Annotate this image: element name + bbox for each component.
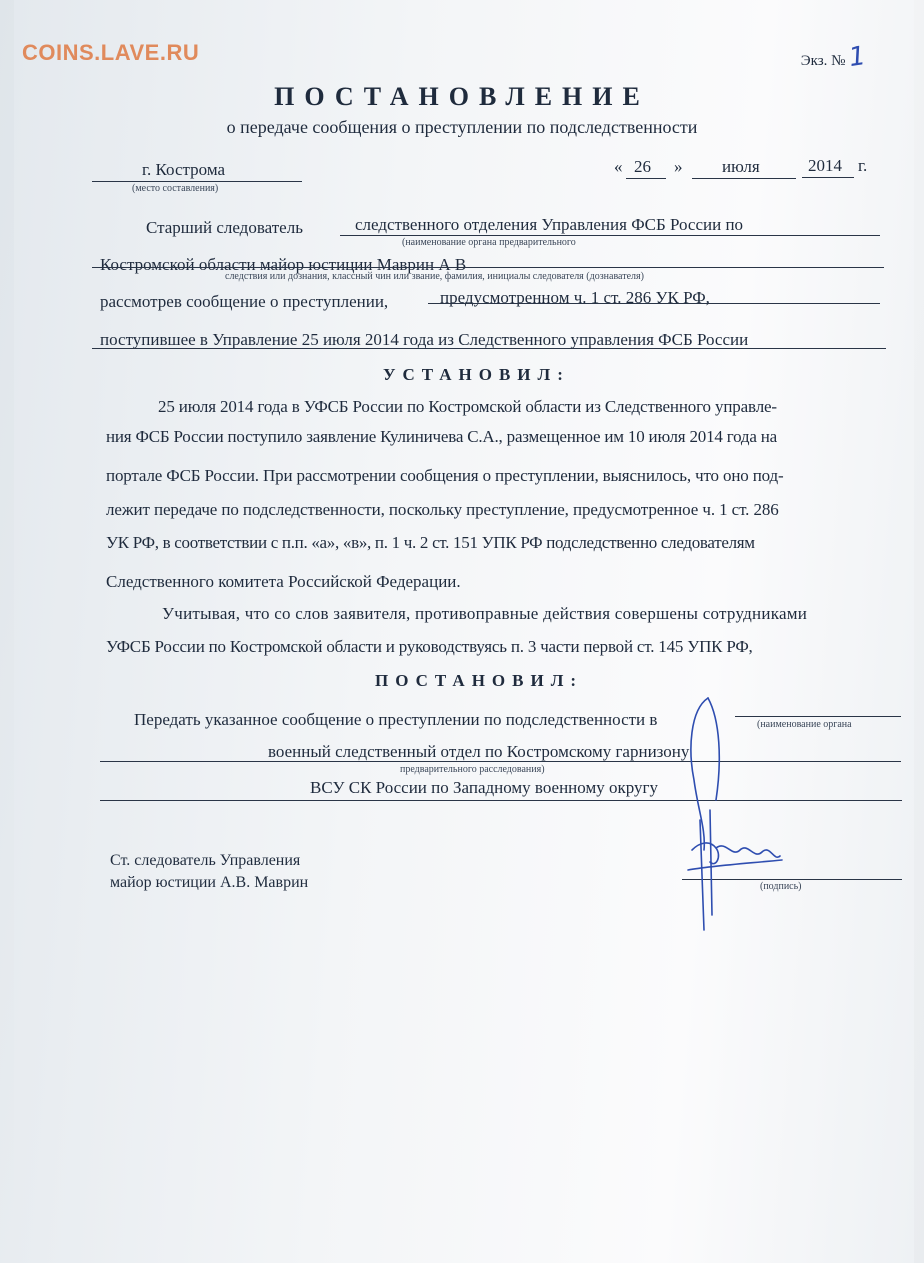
investigator-underline-2 [92, 267, 884, 268]
date-day-underline [626, 178, 666, 179]
investigator-lead: Старший следователь [146, 218, 303, 237]
signature-caption: (подпись) [760, 881, 802, 892]
place-underline [92, 181, 302, 182]
date-year: 2014 [808, 156, 842, 175]
transfer-line2: ВСУ СК России по Западному военному округу [310, 778, 658, 797]
handwritten-signature [670, 690, 820, 940]
copy-number [800, 40, 869, 74]
investigator-underline-1 [340, 235, 880, 236]
considered-underline [428, 303, 880, 304]
body-line-3: портале ФСБ России. При рассмотрении сообщения о преступлении, выяснилось, что оно под- [106, 466, 784, 485]
investigator-caption-1: (наименование органа предварительного [402, 237, 576, 248]
resolved-heading: ПОСТАНОВИЛ: [375, 671, 584, 690]
body-line-4: лежит передаче по подследственности, поскольку преступление, предусмотренное ч. 1 ст. 286 [106, 500, 779, 519]
copy-label: Экз. № [800, 53, 846, 69]
body-line-2: ния ФСБ России поступило заявление Кулиничева С.А., размещенное им 10 июля 2014 года на [106, 427, 777, 446]
transfer-caption-1: (наименование органа [757, 719, 852, 730]
body-line-7: Учитывая, что со слов заявителя, противоправные действия совершены сотрудниками [162, 604, 808, 623]
transfer-lead: Передать указанное сообщение о преступлении по подследственности в [134, 710, 658, 729]
date-close-quote: » [674, 157, 683, 176]
received-underline [92, 348, 886, 349]
signer-position: Ст. следователь Управления [110, 852, 301, 869]
established-heading: УСТАНОВИЛ: [383, 365, 570, 384]
investigator-line2: Костромской области майор юстиции Маврин А В [100, 255, 467, 274]
transfer-line1: военный следственный отдел по Костромскому гарнизону [268, 742, 690, 761]
date-open-quote: « [614, 157, 623, 176]
date-month: июля [722, 157, 760, 176]
considered-lead: рассмотрев сообщение о преступлении, [100, 292, 389, 311]
body-line-1: 25 июля 2014 года в УФСБ России по Костромской области из Следственного управле- [158, 397, 777, 416]
signer-name: майор юстиции А.В. Маврин [110, 874, 309, 891]
received-line: поступившее в Управление 25 июля 2014 года из Следственного управления ФСБ России [100, 330, 749, 349]
date-day: 26 [634, 157, 651, 176]
considered-value: предусмотренном ч. 1 ст. 286 УК РФ, [440, 288, 710, 307]
body-line-8: УФСБ России по Костромской области и руководствуясь п. 3 части первой ст. 145 УПК РФ, [106, 637, 753, 656]
date-year-underline [802, 177, 854, 178]
document-subtitle: о передаче сообщения о преступлении по подследственности [226, 117, 698, 137]
investigator-caption-2: следствия или дознания, классный чин или звание, фамилия, инициалы следователя (дознавателя) [225, 271, 644, 282]
body-line-6: Следственного комитета Российской Федерации. [106, 572, 461, 591]
place-value: г. Кострома [142, 160, 226, 179]
investigator-line1: следственного отделения Управления ФСБ России по [355, 215, 744, 234]
place-caption: (место составления) [132, 183, 219, 194]
date-suffix: г. [858, 156, 868, 175]
document-title: ПОСТАНОВЛЕНИЕ [274, 82, 650, 111]
transfer-caption-2: предварительного расследования) [400, 764, 545, 775]
body-line-5: УК РФ, в соответствии с п.п. «а», «в», п. 1 ч. 2 ст. 151 УПК РФ подследственно следователям [106, 533, 755, 552]
copy-handwritten-number: 1 [847, 40, 869, 74]
watermark: COINS.LAVE.RU [22, 40, 200, 65]
date-month-underline [692, 178, 796, 179]
